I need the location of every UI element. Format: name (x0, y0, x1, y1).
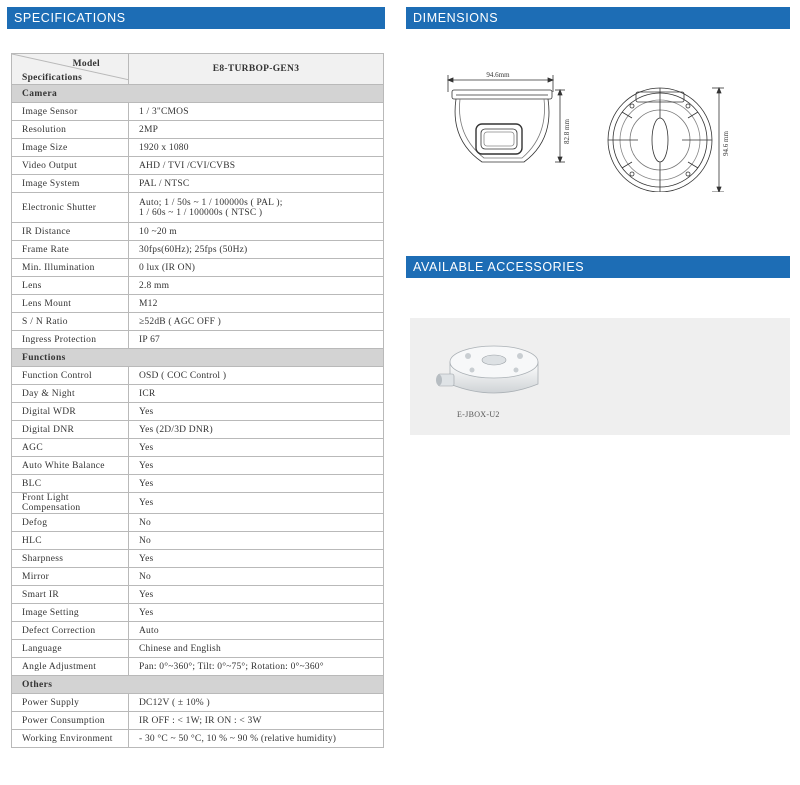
spec-value: AHD / TVI /CVI/CVBS (129, 157, 384, 175)
spec-value: Yes (129, 586, 384, 604)
table-row (12, 622, 384, 640)
spec-label: S / N Ratio (12, 313, 129, 331)
accessories-banner: AVAILABLE ACCESSORIES (406, 256, 790, 278)
header-model-label: Model (72, 59, 100, 69)
spec-value: 30fps(60Hz); 25fps (50Hz) (129, 241, 384, 259)
junction-box-image (432, 326, 552, 416)
section-title: Functions (12, 349, 384, 367)
section-header-row (12, 85, 384, 103)
table-row (12, 313, 384, 331)
spec-label: Sharpness (12, 550, 129, 568)
spec-value: No (129, 568, 384, 586)
table-row (12, 568, 384, 586)
table-row (12, 385, 384, 403)
spec-value: IR OFF : < 1W; IR ON : < 3W (129, 712, 384, 730)
side-height-label: 82.8 mm (563, 119, 571, 144)
table-row (12, 586, 384, 604)
spec-label: Language (12, 640, 129, 658)
spec-label: Image Sensor (12, 103, 129, 121)
table-row (12, 514, 384, 532)
spec-value: ≥52dB ( AGC OFF ) (129, 313, 384, 331)
table-row (12, 241, 384, 259)
table-row (12, 223, 384, 241)
spec-value: 1920 x 1080 (129, 139, 384, 157)
specifications-banner: SPECIFICATIONS (7, 7, 385, 29)
spec-value: Auto; 1 / 50s ~ 1 / 100000s ( PAL ); 1 / 60s ~ 1 / 100000s ( NTSC ) (129, 193, 384, 223)
spec-value: 10 ~20 m (129, 223, 384, 241)
table-row (12, 295, 384, 313)
table-row (12, 259, 384, 277)
spec-label: Auto White Balance (12, 457, 129, 475)
table-row (12, 277, 384, 295)
spec-label: Lens Mount (12, 295, 129, 313)
spec-value: 0 lux (IR ON) (129, 259, 384, 277)
top-view-drawing (608, 88, 724, 192)
table-row (12, 604, 384, 622)
spec-label: Image Setting (12, 604, 129, 622)
spec-value: 2.8 mm (129, 277, 384, 295)
spec-label: AGC (12, 439, 129, 457)
spec-value: Yes (2D/3D DNR) (129, 421, 384, 439)
header-diagonal-cell (12, 54, 129, 85)
table-row (12, 331, 384, 349)
table-row (12, 139, 384, 157)
spec-label: Digital DNR (12, 421, 129, 439)
spec-label: Digital WDR (12, 403, 129, 421)
spec-label: Lens (12, 277, 129, 295)
dimension-drawings (436, 62, 796, 192)
spec-label: Min. Illumination (12, 259, 129, 277)
top-diameter-label: 94.6 mm (722, 131, 730, 156)
spec-label: Power Consumption (12, 712, 129, 730)
side-width-label: 94.6mm (486, 71, 510, 79)
table-row (12, 532, 384, 550)
section-header-row (12, 676, 384, 694)
spec-label: Working Environment (12, 730, 129, 748)
spec-label: Smart IR (12, 586, 129, 604)
table-header-row (12, 54, 384, 85)
spec-value: ICR (129, 385, 384, 403)
spec-value: Yes (129, 493, 384, 514)
table-row (12, 550, 384, 568)
spec-value: Yes (129, 439, 384, 457)
spec-value: Auto (129, 622, 384, 640)
table-row (12, 439, 384, 457)
spec-label: Power Supply (12, 694, 129, 712)
table-row (12, 193, 384, 223)
spec-value: Yes (129, 604, 384, 622)
spec-label: Mirror (12, 568, 129, 586)
spec-value: Yes (129, 457, 384, 475)
table-row (12, 421, 384, 439)
table-row (12, 658, 384, 676)
spec-value: Yes (129, 550, 384, 568)
spec-label: Defog (12, 514, 129, 532)
accessory-name: E-JBOX-U2 (457, 410, 500, 419)
spec-value: 2MP (129, 121, 384, 139)
spec-label: Image System (12, 175, 129, 193)
spec-label: Front Light Compensation (12, 493, 129, 514)
section-header-row (12, 349, 384, 367)
table-row (12, 103, 384, 121)
model-name: E8-TURBOP-GEN3 (129, 54, 384, 85)
table-row (12, 367, 384, 385)
table-row (12, 493, 384, 514)
spec-label: Defect Correction (12, 622, 129, 640)
table-row (12, 712, 384, 730)
table-row (12, 457, 384, 475)
spec-label: Resolution (12, 121, 129, 139)
spec-value: Yes (129, 475, 384, 493)
accessory-card (410, 318, 790, 435)
spec-value: Pan: 0°~360°; Tilt: 0°~75°; Rotation: 0°~360° (129, 658, 384, 676)
spec-label: HLC (12, 532, 129, 550)
table-row (12, 640, 384, 658)
spec-label: Image Size (12, 139, 129, 157)
spec-label: Function Control (12, 367, 129, 385)
table-row (12, 694, 384, 712)
spec-label: Day & Night (12, 385, 129, 403)
spec-label: BLC (12, 475, 129, 493)
spec-label: IR Distance (12, 223, 129, 241)
spec-value: IP 67 (129, 331, 384, 349)
section-title: Others (12, 676, 384, 694)
specifications-table (11, 53, 384, 748)
table-row (12, 475, 384, 493)
spec-value: 1 / 3"CMOS (129, 103, 384, 121)
spec-value: No (129, 514, 384, 532)
spec-value: PAL / NTSC (129, 175, 384, 193)
spec-value: - 30 °C ~ 50 °C, 10 % ~ 90 % (relative humidity) (129, 730, 384, 748)
dimensions-banner: DIMENSIONS (406, 7, 790, 29)
spec-label: Video Output (12, 157, 129, 175)
side-view-drawing (448, 75, 565, 162)
table-row (12, 403, 384, 421)
header-spec-label: Specifications (22, 73, 83, 83)
section-title: Camera (12, 85, 384, 103)
spec-value: M12 (129, 295, 384, 313)
spec-value: Chinese and English (129, 640, 384, 658)
table-row (12, 730, 384, 748)
table-row (12, 175, 384, 193)
table-row (12, 121, 384, 139)
spec-value: No (129, 532, 384, 550)
spec-label: Frame Rate (12, 241, 129, 259)
spec-value: OSD ( COC Control ) (129, 367, 384, 385)
spec-label: Ingress Protection (12, 331, 129, 349)
spec-label: Angle Adjustment (12, 658, 129, 676)
spec-label: Electronic Shutter (12, 193, 129, 223)
table-row (12, 157, 384, 175)
spec-value: DC12V ( ± 10% ) (129, 694, 384, 712)
spec-value: Yes (129, 403, 384, 421)
